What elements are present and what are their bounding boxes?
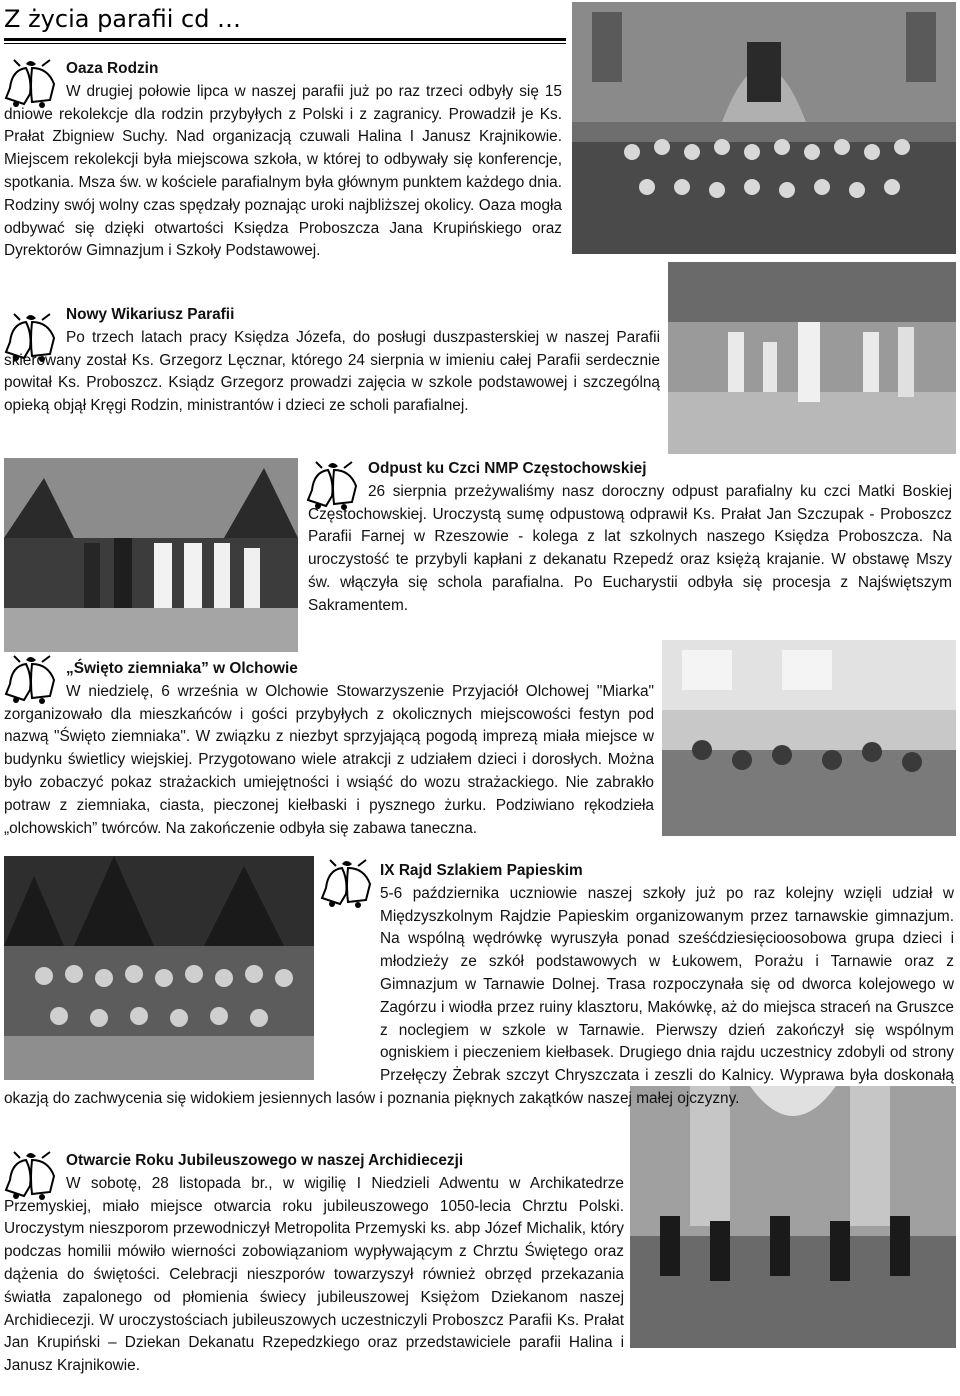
float-spacer	[4, 304, 66, 348]
article-ziemniak	[4, 658, 954, 840]
article-heading: Odpust ku Czci NMP Częstochowskiej	[368, 460, 647, 477]
article-body: W drugiej połowie lipca w naszej parafii już po raz trzeci odbyły się 15 dniowe rekolekcje dla rodzin przybyłych z Polski i z zagranicy. Prowadził je Ks. Prałat Zbigniew Suchy. Nad organizacją czuwali Halina I Janusz Krajnikowie. Miejscem rekolekcji była miejscowa szkoła, w której to odbywały się konferencje, spotkania. Msza św. w kościele parafialnym była głównym punktem każdego dnia. Rodziny swój wolny czas spędzały poznając uroki najbliższej okolicy. Oaza mogła odbywać się dzięki otwartości Księdza Proboszcza Jana Krupińskiego oraz Dyrektorów Gimnazjum i Szkoły Podstawowej.	[4, 82, 562, 260]
float-spacer	[654, 658, 954, 814]
float-spacer	[4, 58, 66, 102]
title-rule	[4, 38, 566, 41]
article-heading: „Święto ziemniaka” w Olchowie	[66, 660, 298, 677]
float-spacer	[4, 860, 380, 1084]
float-spacer	[4, 1150, 66, 1194]
float-spacer	[624, 1150, 954, 1352]
article-body: Po trzech latach pracy Księdza Józefa, do posługi duszpasterskiej w naszej Parafii skierowany został Ks. Grzegorz Lęcznar, którego 24 sierpnia w imieniu całej Parafii serdecznie powitał Ks. Proboszcz. Ksiądz Grzegorz prowadzi zajęcia w szkole podstawowej i szczególną opieką objął Kręgi Rodzin, ministrantów i dzieci ze scholi parafialnej.	[4, 328, 660, 415]
article-body: W sobotę, 28 listopada br., w wigilię I Niedzieli Adwentu w Archikatedrze Przemyskiej, miało miejsce otwarcia roku jubileuszowego 1050-lecia Chrztu Polski. Uroczystym nieszporom przewodniczył Metropolita Przemyski ks. abp Józef Michalik, który podczas homilii mówiło wierności zobowiązaniom wypływającym z Chrztu Świętego oraz dążenia do świętości. Celebracji nieszporów towarzyszył również obrzęd przekazania światła zapalonego od płomienia świecy jubileuszowej Księżom Dziekanom naszej Archidiecezji. W uroczystościach jubileuszowych uczestniczyli Proboszcz Parafii Ks. Prałat Jan Krupiński – Dziekan Dekanatu Rzepedzkiego oraz przedstawiciele parafii Halina i Janusz Krajnikowie.	[4, 1174, 624, 1375]
title-rule-secondary	[4, 43, 566, 44]
article-wikariusz	[4, 304, 660, 418]
page-title: Z życia parafii cd …	[4, 5, 242, 33]
article-body: W niedzielę, 6 września w Olchowie Stowarzyszenie Przyjaciół Olchowej "Miarka" zorganizowało dla mieszkańców i gości przybyłych z okolicznych miejscowości festyn pod nazwą "Święto ziemniaka". W związku z niezbyt sprzyjającą pogodą imprezą miała miejsce w budynku świetlicy wiejskiej. Przygotowano wiele atrakcji z udziałem dzieci i dorosłych. Można było zobaczyć pokaz strażackich umiejętności i wsiąść do wozu strażackiego. Nie zabrakło potraw z ziemniaka, ciasta, pieczonej kiełbaski i pysznego żurku. Podziwiano rękodzieła „olchowskich” twórców. Na zakończenie odbyła się zabawa taneczna.	[4, 682, 654, 837]
article-heading: IX Rajd Szlakiem Papieskim	[380, 862, 583, 879]
article-heading: Otwarcie Roku Jubileuszowego w naszej Archidiecezji	[66, 1152, 464, 1169]
article-rajd	[4, 860, 954, 1111]
float-spacer	[562, 58, 654, 254]
float-spacer	[4, 658, 66, 702]
article-body: 5-6 października uczniowie naszej szkoły już po raz kolejny wzięli udział w Międzyszkolnym Rajdzie Papieskim organizowanym przez tarnawskie gimnazjum. Na wspólną wędrówkę wyruszyła ponad sześćdziesięcioosobowa grupa dzieci i młodzieży ze szkół podstawowych w Łukowem, Porażu i Tarnawie oraz z Gimnazjum w Tarnawie Dolnej. Trasa rozpoczynała się od dworca kolejowego w Zagórzu i wiodła przez ruiny klasztoru, Makówkę, aż do miejsca straceń na Gruszce z noclegiem w szkole w Tarnawie. Pierwszy dzień zakończył się wspólnym ogniskiem i pieczeniem kiełbasek. Drugiego dnia rajdu uczestnicy zdobyli od strony Przełęczy Żebrak szczyt Chryszczata i zeszli do Kalnicy. Wyprawa była doskonałą okazją do zachwycenia się widokiem jesiennych lasów i poznania pięknych zakątków naszej małej ojczyzny.	[4, 884, 954, 1107]
article-body: 26 sierpnia przeżywaliśmy nasz doroczny odpust parafialny ku czci Matki Boskiej Częstochowskiej. Uroczystą sumę odpustową odprawił Ks. Prałat Jan Szczupak - Proboszcz Parafii Farnej w Rzeszowie - kolega z lat szkolnych naszego Księdza Proboszcza. Na uroczystość te przybyli kapłani z dekanatu Rzepedź oraz księżą krajanie. W obstawę Mszy św. włączyła się schola parafialna. Po Eucharystii odbyła się procesja z Najświętszym Sakramentem.	[308, 482, 952, 614]
photo-odpust	[4, 458, 298, 652]
article-heading: Nowy Wikariusz Parafii	[66, 306, 235, 323]
article-odpust	[308, 458, 952, 618]
float-spacer	[308, 458, 368, 502]
photo-wikariusz	[668, 262, 956, 454]
article-heading: Oaza Rodzin	[66, 60, 159, 77]
article-oaza	[4, 58, 654, 263]
article-jubileusz	[4, 1150, 954, 1378]
